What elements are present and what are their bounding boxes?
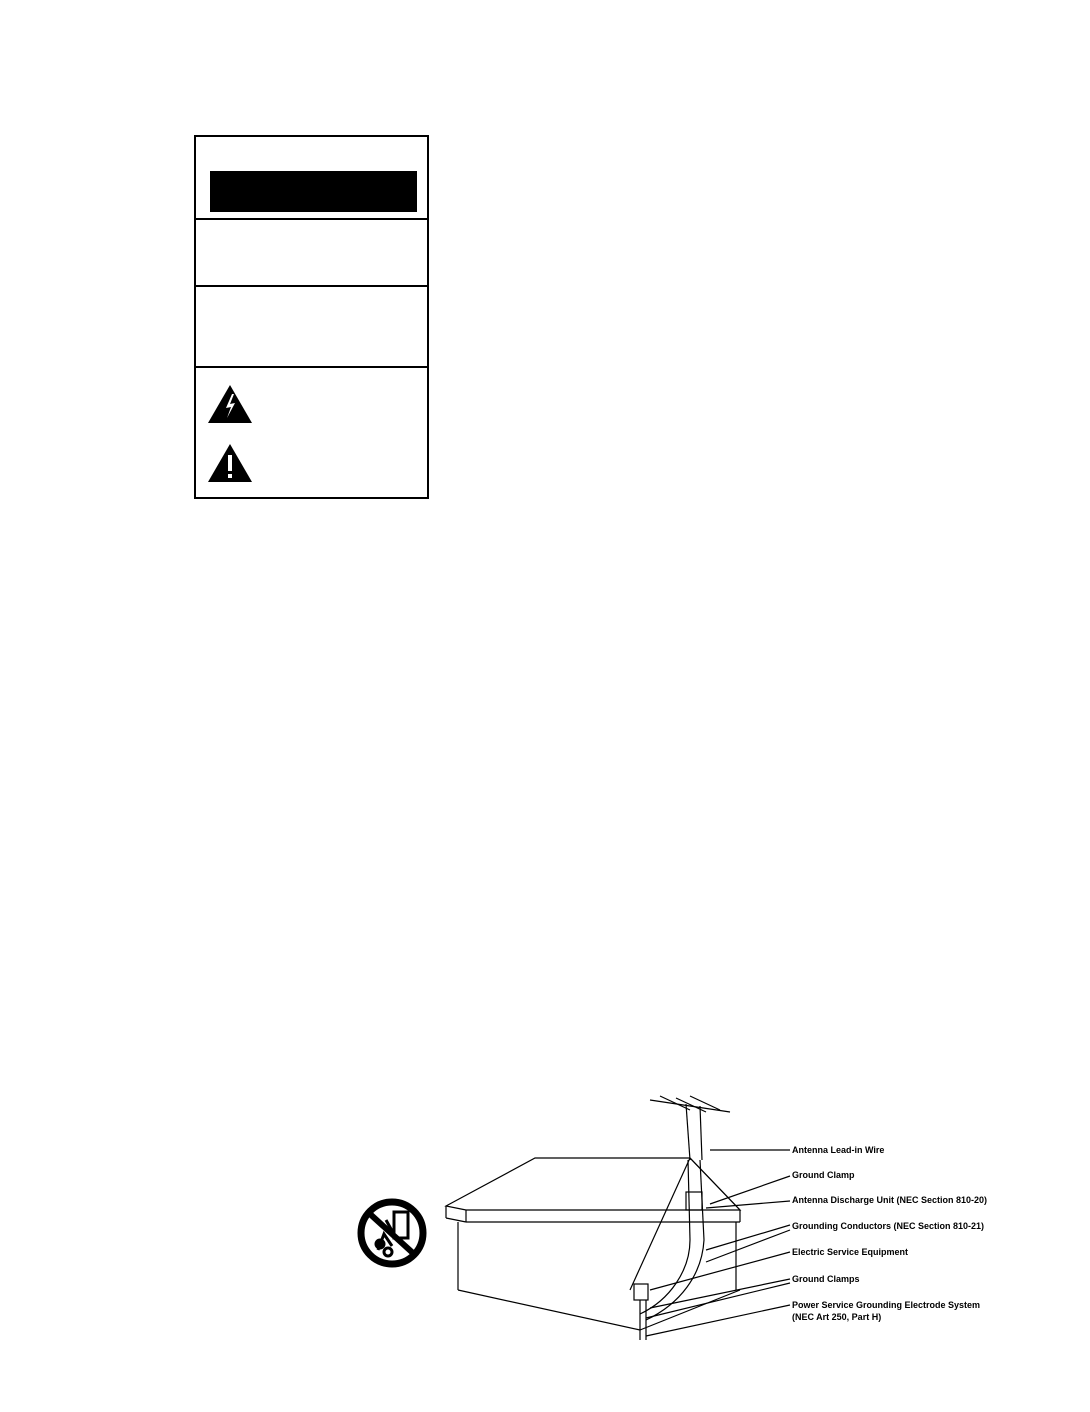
warning-box <box>194 135 429 499</box>
label-electric-service-equipment: Electric Service Equipment <box>792 1247 909 1257</box>
label-antenna-discharge-unit: Antenna Discharge Unit (NEC Section 810-20) <box>792 1195 988 1205</box>
warning-section <box>196 220 427 287</box>
label-grounding-conductors: Grounding Conductors (NEC Section 810-21) <box>792 1221 985 1231</box>
label-power-service-grounding: Power Service Grounding Electrode System <box>792 1300 981 1310</box>
antenna-grounding-diagram <box>440 1090 1020 1350</box>
warning-section <box>196 287 427 368</box>
label-antenna-lead-in-wire: Antenna Lead-in Wire <box>792 1145 885 1155</box>
lightning-bolt-warning-icon <box>207 384 253 424</box>
label-ground-clamps: Ground Clamps <box>792 1274 860 1284</box>
house-antenna-illustration <box>440 1090 1020 1350</box>
label-ground-clamp: Ground Clamp <box>792 1170 855 1180</box>
warning-title-bar <box>210 171 417 212</box>
warning-symbols-section <box>196 368 427 499</box>
warning-header <box>196 137 427 220</box>
label-nec-art-250: (NEC Art 250, Part H) <box>792 1312 882 1322</box>
exclamation-warning-icon <box>207 443 253 483</box>
portable-cart-warning-icon <box>356 1198 428 1268</box>
